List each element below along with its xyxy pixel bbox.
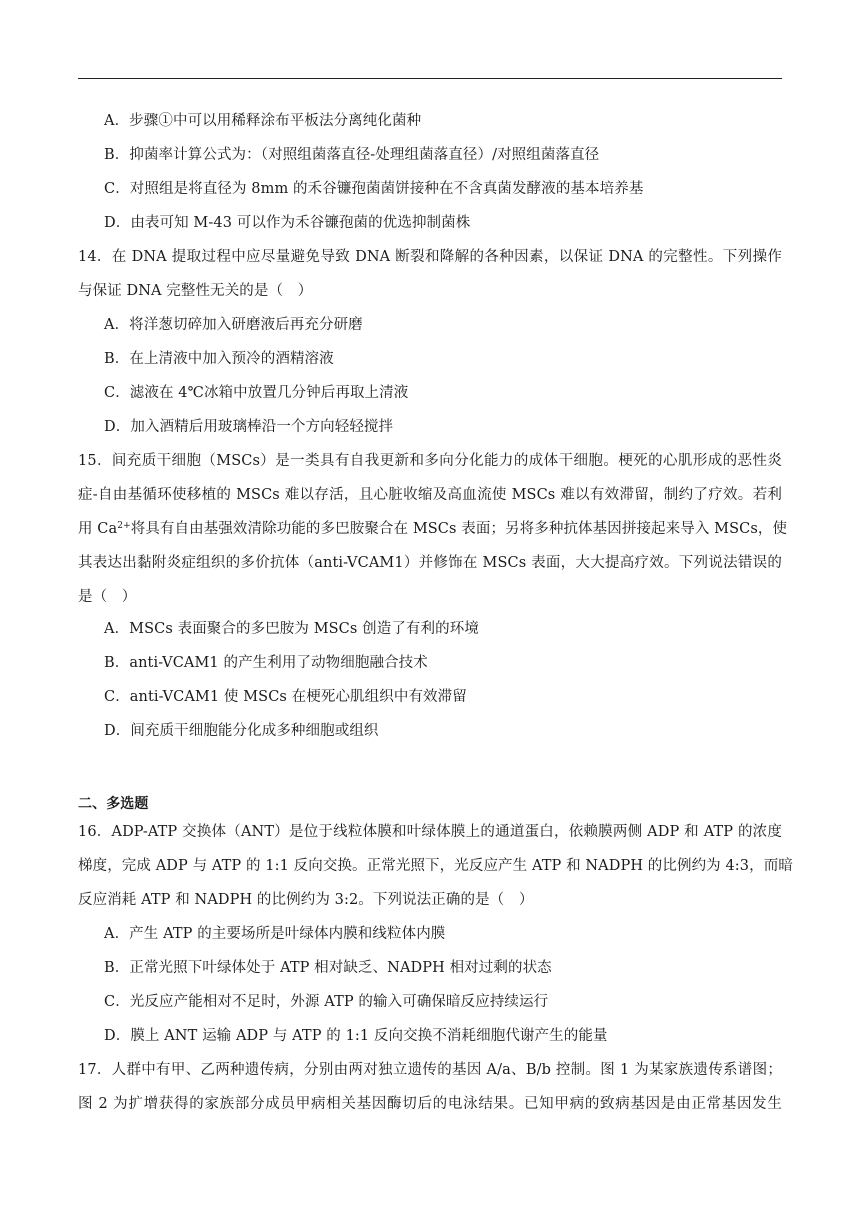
q16-stem-line-2: 梯度，完成 ADP 与 ATP 的 1:1 反向交换。正常光照下，光反应产生 ATP 和 NADPH 的比例约为 4:3，而暗 (78, 858, 793, 874)
q15-option-b: B．anti-VCAM1 的产生利用了动物细胞融合技术 (104, 655, 428, 671)
q14-stem-line-2: 与保证 DNA 完整性无关的是（ ） (78, 283, 313, 299)
header-rule (78, 78, 782, 79)
q16-option-a: A．产生 ATP 的主要场所是叶绿体内膜和线粒体内膜 (104, 926, 446, 942)
q17-stem-line-1: 17．人群中有甲、乙两种遗传病，分别由两对独立遗传的基因 A/a、B/b 控制。图 1 为某家族遗传系谱图； (78, 1062, 782, 1078)
q14-option-b: B．在上清液中加入预冷的酒精溶液 (104, 351, 334, 367)
q15-stem-line-5: 是（ ） (78, 589, 137, 605)
q15-stem-line-2: 症-自由基循环使移植的 MSCs 难以存活，且心脏收缩及高血流使 MSCs 难以有效滞留，制约了疗效。若利 (78, 487, 782, 503)
q15-stem-line-3-post: 将具有自由基强效清除功能的多巴胺聚合在 MSCs 表面；另将多种抗体基因拼接起来导入 MSCs，使 (130, 521, 788, 537)
q14-option-c: C．滤液在 4℃冰箱中放置几分钟后再取上清液 (104, 385, 409, 401)
q14-stem-line-1: 14．在 DNA 提取过程中应尽量避免导致 DNA 断裂和降解的各种因素，以保证 DNA 的完整性。下列操作 (78, 249, 782, 265)
q16-option-c: C．光反应产能相对不足时，外源 ATP 的输入可确保暗反应持续运行 (104, 994, 549, 1010)
q14-option-d: D．加入酒精后用玻璃棒沿一个方向轻轻搅拌 (104, 419, 394, 435)
q16-stem-line-3: 反应消耗 ATP 和 NADPH 的比例约为 3:2。下列说法正确的是（ ） (78, 892, 534, 908)
q13-option-a: A．步骤①中可以用稀释涂布平板法分离纯化菌种 (104, 113, 422, 129)
section-heading-multiple-choice: 二、多选题 (78, 796, 149, 812)
q13-option-b: B．抑菌率计算公式为：（对照组菌落直径-处理组菌落直径）/对照组菌落直径 (104, 147, 600, 163)
q15-option-a: A．MSCs 表面聚合的多巴胺为 MSCs 创造了有利的环境 (104, 621, 479, 637)
q15-option-c: C．anti-VCAM1 使 MSCs 在梗死心肌组织中有效滞留 (104, 689, 467, 705)
q16-stem-line-1: 16．ADP-ATP 交换体（ANT）是位于线粒体膜和叶绿体膜上的通道蛋白，依赖膜两侧 ADP 和 ATP 的浓度 (78, 824, 782, 840)
q15-option-d: D．间充质干细胞能分化成多种细胞或组织 (104, 723, 379, 739)
q16-option-d: D．膜上 ANT 运输 ADP 与 ATP 的 1:1 反向交换不消耗细胞代谢产生的能量 (104, 1028, 608, 1044)
q15-stem-line-4: 其表达出黏附炎症组织的多价抗体（anti-VCAM1）并修饰在 MSCs 表面，大大提高疗效。下列说法错误的 (78, 555, 782, 571)
q15-stem-line-3 (78, 519, 788, 539)
q14-option-a: A．将洋葱切碎加入研磨液后再充分研磨 (104, 317, 363, 333)
q17-stem-line-2: 图 2 为扩增获得的家族部分成员甲病相关基因酶切后的电泳结果。已知甲病的致病基因是由正常基因发生 (78, 1096, 782, 1112)
q13-option-d: D．由表可知 M-43 可以作为禾谷镰孢菌的优选抑制菌株 (104, 215, 471, 231)
q13-option-c: C．对照组是将直径为 8mm 的禾谷镰孢菌菌饼接种在不含真菌发酵液的基本培养基 (104, 181, 644, 197)
calcium-ion-charge: 2+ (117, 521, 131, 531)
q15-stem-line-1: 15．间充质干细胞（MSCs）是一类具有自我更新和多向分化能力的成体干细胞。梗死的心肌形成的恶性炎 (78, 453, 782, 469)
q16-option-b: B．正常光照下叶绿体处于 ATP 相对缺乏、NADPH 相对过剩的状态 (104, 960, 552, 976)
q15-stem-line-3-pre: 用 Ca (78, 521, 118, 537)
